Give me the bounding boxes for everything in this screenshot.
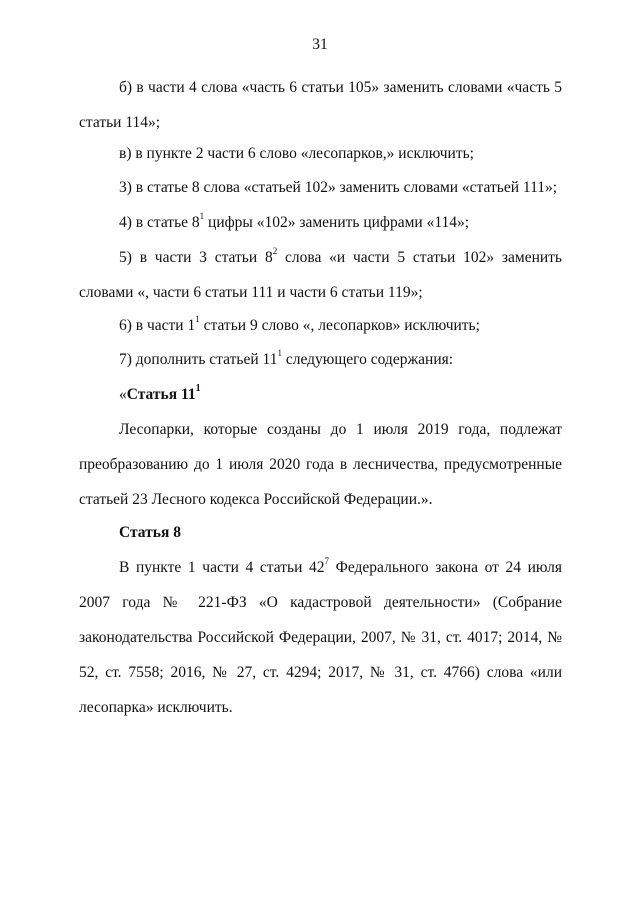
list-item-4-text-b: цифры «102» заменить цифрами «114»;	[204, 214, 470, 231]
quoted-article-open-quote: «	[119, 386, 127, 403]
article-8-text-b: Федерального закона от 24 июля 2007 года № 221-ФЗ «О кадастровой деятельности» (Собрание законодательства Российской Федерации, 2007, № 31, ст. 4017; 2014, № 52, ст. 7558; 2016, № 27, ст. 4294; 2017, № 31, ст. 4766) слова «или лесопарка» исключить.	[79, 559, 562, 716]
list-item-4-superscript: 1	[199, 210, 205, 221]
quoted-article-heading	[119, 377, 201, 412]
list-item-5-text-b: слова «и части 5 статьи 102» заменить словами «, части 6 статьи 111 и части 6 статьи 119»;	[79, 249, 563, 301]
list-item-7-superscript: 1	[277, 347, 282, 358]
list-item-4-text-a: 4) в статье 8	[119, 214, 200, 231]
list-item-b: б) в части 4 слова «часть 6 статьи 105» заменить словами «часть 5 статьи 114»;	[79, 79, 562, 131]
list-item-4	[79, 205, 562, 240]
list-item-3: 3) в статье 8 слова «статьей 102» заменить словами «статьей 111»;	[119, 179, 558, 196]
list-item-6	[79, 308, 562, 343]
quoted-article-heading-text: Статья 11	[126, 386, 196, 403]
list-item-5-text-a: 5) в части 3 статьи 8	[119, 249, 273, 266]
quoted-article-heading-superscript: 1	[195, 382, 201, 394]
page-number: 31	[312, 36, 328, 53]
list-item-5-superscript: 2	[272, 245, 278, 256]
list-item-7	[79, 342, 562, 377]
list-item-6-superscript: 1	[195, 313, 200, 324]
list-item-6-text-b: статьи 9 слово «, лесопарков» исключить;	[199, 317, 480, 334]
article-8-superscript: 7	[324, 555, 329, 566]
article-8-heading: Статья 8	[119, 524, 181, 541]
list-item-v: в) в пункте 2 части 6 слово «лесопарков,» исключить;	[119, 145, 474, 162]
quoted-article-text: Лесопарки, которые созданы до 1 июля 2019 года, подлежат преобразованию до 1 июля 2020 года в лесничества, предусмотренные статьей 23 Лесного кодекса Российской Федерации.».	[79, 421, 562, 508]
list-item-7-text-a: 7) дополнить статьей 11	[119, 351, 278, 368]
list-item-7-text-b: следующего содержания:	[281, 351, 454, 368]
list-item-5	[79, 240, 562, 310]
list-item-6-text-a: 6) в части 1	[119, 317, 196, 334]
article-8-text-a: В пункте 1 части 4 статьи 42	[119, 559, 325, 576]
article-8-text	[79, 550, 562, 725]
